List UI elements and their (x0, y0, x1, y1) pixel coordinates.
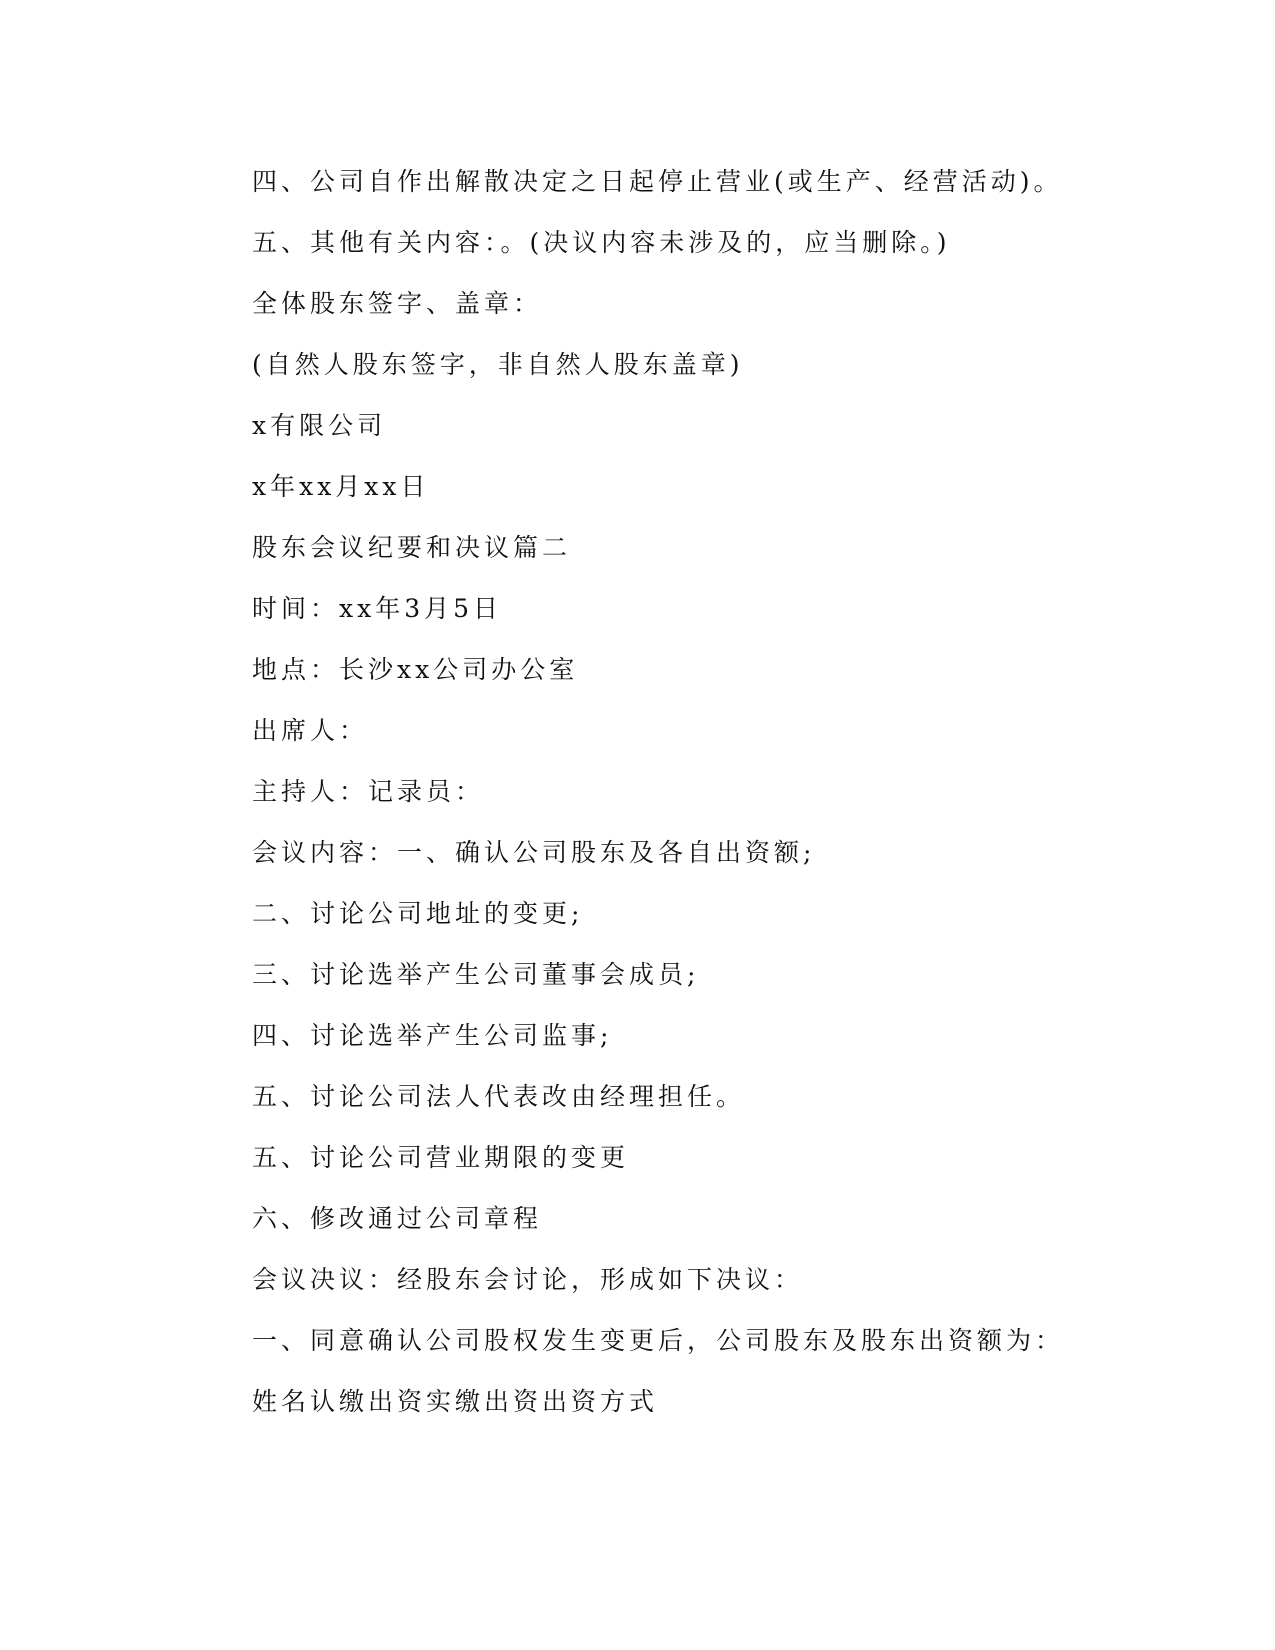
text-line-attendees: 出席人： (252, 716, 369, 745)
text-line-signature-note: (自然人股东签字，非自然人股东盖章) (252, 350, 744, 379)
text-line-agenda-5: 五、讨论公司法人代表改由经理担任。 (252, 1082, 746, 1111)
section-heading: 股东会议纪要和决议篇二 (252, 533, 572, 562)
text-line-signature-prompt: 全体股东签字、盖章： (252, 289, 543, 318)
text-line-date: x年xx月xx日 (252, 472, 430, 501)
text-line-resolution-intro: 会议决议：经股东会讨论，形成如下决议： (252, 1265, 804, 1294)
text-line-dissolution: 四、公司自作出解散决定之日起停止营业(或生产、经营活动)。 (252, 167, 1063, 196)
text-line-agenda-1: 会议内容：一、确认公司股东及各自出资额; (252, 838, 816, 867)
text-line-meeting-time: 时间：xx年3月5日 (252, 594, 503, 623)
text-line-company-name: x有限公司 (252, 411, 387, 440)
text-line-other-content: 五、其他有关内容：。(决议内容未涉及的，应当删除。) (252, 228, 951, 257)
text-line-table-header: 姓名认缴出资实缴出资出资方式 (252, 1387, 659, 1416)
text-line-resolution-1: 一、同意确认公司股权发生变更后，公司股东及股东出资额为： (252, 1326, 1065, 1355)
text-line-agenda-5b: 五、讨论公司营业期限的变更 (252, 1143, 630, 1172)
text-line-agenda-6: 六、修改通过公司章程 (252, 1204, 543, 1233)
document-body (252, 160, 1152, 1441)
text-line-agenda-4: 四、讨论选举产生公司监事; (252, 1021, 613, 1050)
text-line-host-recorder: 主持人：记录员： (252, 777, 485, 806)
text-line-agenda-2: 二、讨论公司地址的变更; (252, 899, 584, 928)
text-line-agenda-3: 三、讨论选举产生公司董事会成员; (252, 960, 700, 989)
text-line-meeting-location: 地点：长沙xx公司办公室 (252, 655, 579, 684)
